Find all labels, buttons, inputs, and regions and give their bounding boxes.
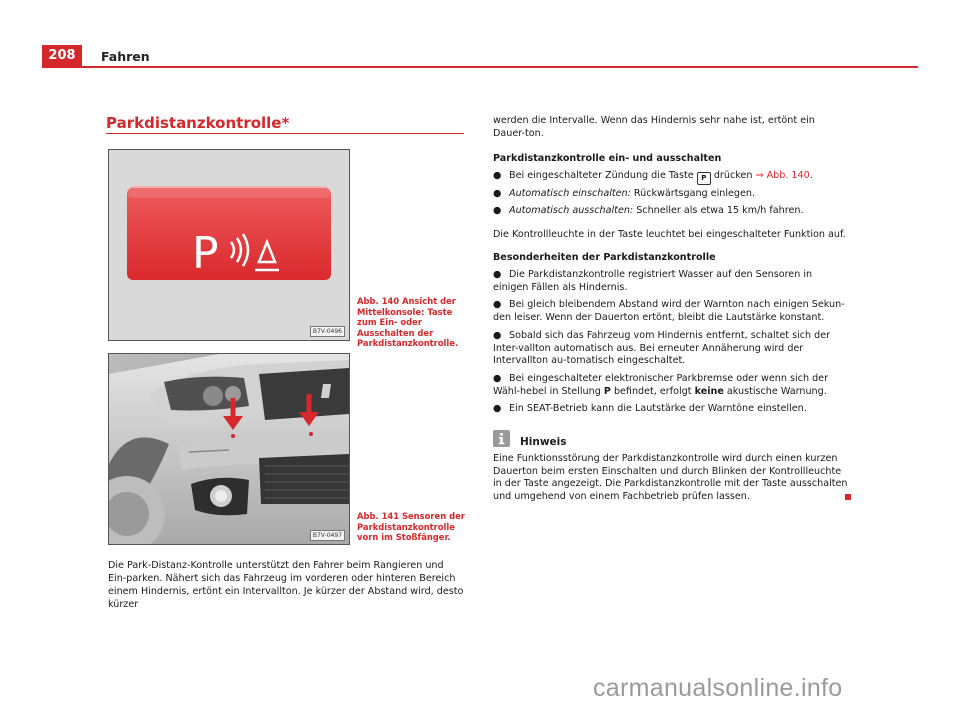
heading-on-off: Parkdistanzkontrolle ein- und ausschalten (493, 153, 722, 164)
list-item: ● Ein SEAT-Betrieb kann die Lautstärke der Warntöne einstellen. (493, 403, 807, 414)
list-item: ● Automatisch einschalten: Rückwärtsgang einlegen. (493, 188, 756, 199)
figure-141-image (108, 353, 350, 545)
parking-button-illustration (109, 150, 349, 340)
figure-140-caption: Abb. 140 Ansicht der Mittelkonsole: Taste zum Ein- oder Ausschalten der Parkdistanzkontrolle. (357, 296, 459, 348)
park-button-icon: P (697, 172, 711, 185)
indicator-paragraph: Die Kontrollleuchte in der Taste leuchtet bei eingeschalteter Funktion auf. (493, 229, 846, 240)
running-header: Fahren (101, 49, 150, 64)
page-number: 208 (42, 45, 82, 67)
car-front-illustration (109, 354, 349, 544)
info-icon (493, 430, 510, 447)
figure-140-code: B7V-0496 (310, 326, 345, 337)
lower-grille (259, 454, 349, 504)
list-item: ● Bei gleich bleibendem Abstand wird der Warnton nach einigen Sekun-den leiser. Wenn der Dauerton ertönt, bleibt die Lautstärke konstant. (493, 299, 845, 323)
section-divider (106, 133, 464, 134)
list-item: ● Die Parkdistanzkontrolle registriert Wasser auf den Sensoren in einigen Fällen als Hindernis. (493, 269, 813, 293)
heading-special-features: Besonderheiten der Parkdistanzkontrolle (493, 252, 716, 263)
continuation-paragraph: werden die Intervalle. Wenn das Hindernis sehr nahe ist, ertönt ein Dauer-ton. (493, 115, 815, 139)
list-item: ● Bei eingeschalteter elektronischer Parkbremse oder wenn sich der Wähl-hebel in Stellung P befindet, erfolgt keine akustische Warnung. (493, 373, 829, 397)
figure-140-image (108, 149, 350, 341)
header-divider (42, 66, 918, 68)
watermark: carmanualsonline.info (593, 674, 843, 702)
note-title: Hinweis (520, 436, 567, 448)
list-item: ● Sobald sich das Fahrzeug vom Hindernis entfernt, schaltet sich der Inter-vallton automatisch aus. Bei erneuter Annäherung wird der Intervallton au-tomatisch eingeschaltet. (493, 330, 831, 366)
parking-p-glyph: P (192, 228, 219, 279)
list-item: ● Automatisch ausschalten: Schneller als etwa 15 km/h fahren. (493, 205, 804, 216)
intro-paragraph: Die Park-Distanz-Kontrolle unterstützt den Fahrer beim Rangieren und Ein-parken. Nähert sich das Fahrzeug im vorderen oder hinteren Bereich einem Hindernis, ertönt ein Intervallton. Je kürzer der Abstand wird, desto kürzer (108, 560, 464, 610)
list-item: ● Bei eingeschalteter Zündung die Taste P drücken ⇒ Abb. 140. (493, 170, 848, 185)
figure-141-code: B7V-0497 (310, 530, 345, 541)
figure-140-link[interactable]: ⇒ Abb. 140 (755, 170, 810, 181)
note-text: Eine Funktionsstörung der Parkdistanzkontrolle wird durch einen kurzen Dauerton beim ersten Einschalten und durch Blinken der Kontrollleuchte in der Taste angezeigt. Die Parkdistanzkontrolle mit der Taste ausschalten und umgehend von einem Fachbetrieb prüfen lassen. (493, 453, 848, 502)
figure-141-caption: Abb. 141 Sensoren der Parkdistanzkontrolle vorn im Stoßfänger. (357, 511, 465, 542)
end-of-section-marker (845, 494, 851, 500)
section-title: Parkdistanzkontrolle* (106, 114, 290, 132)
